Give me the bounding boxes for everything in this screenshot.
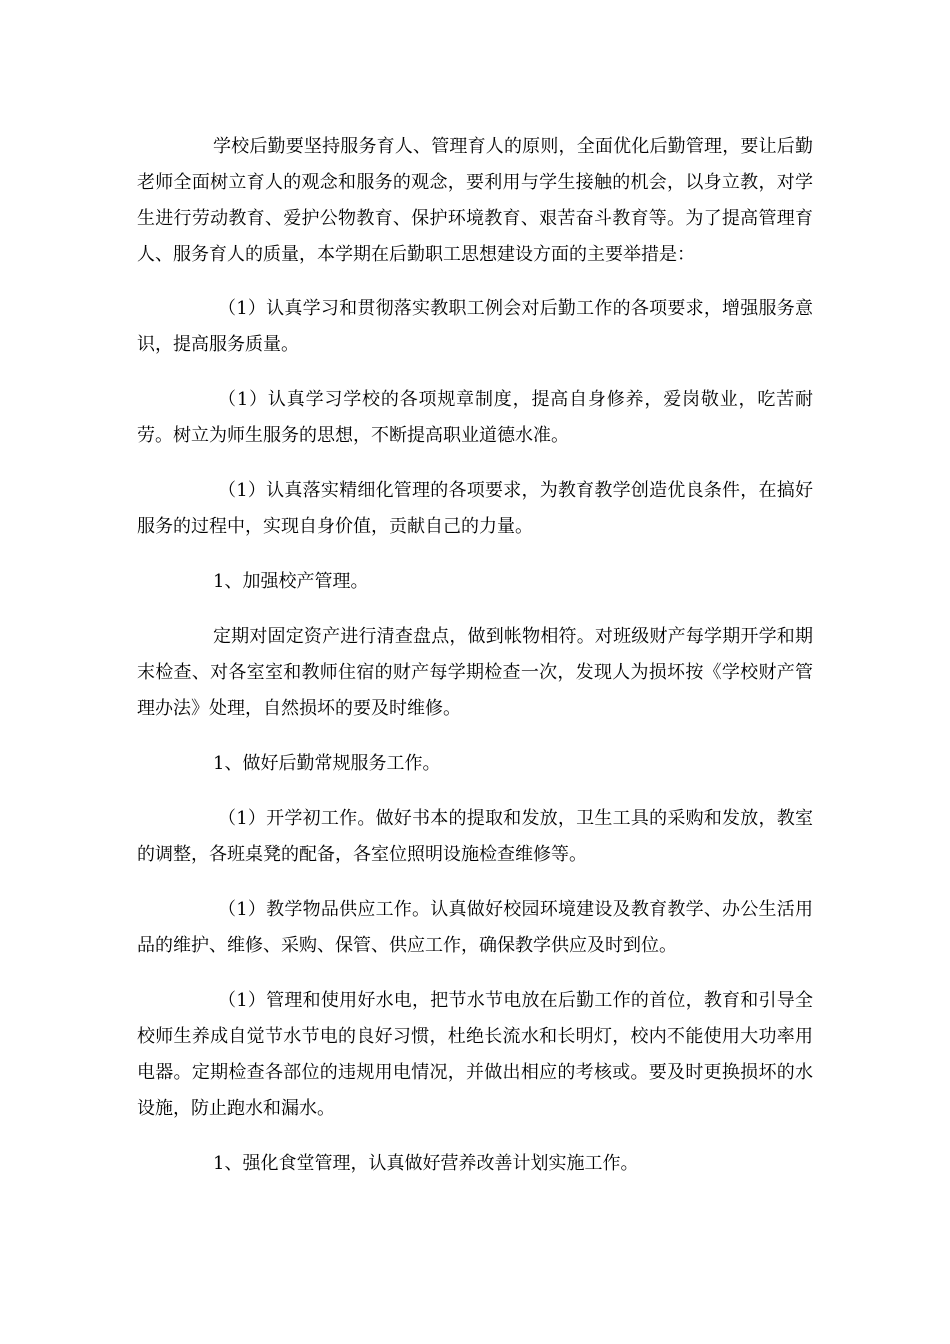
paragraph-heading-asset-management: 1、加强校产管理。 bbox=[213, 571, 369, 592]
paragraph-item-water-electricity: （1）管理和使用好水电，把节水节电放在后勤工作的首位，教育和引导全校师生养成自觉节水节电的良好习惯，杜绝长流水和长明灯，校内不能使用大功率用电器。定期检查各部位的违规用电情况，并做出相应的考核或。要及时更换损坏的水设施，防止跑水和漏水。 bbox=[137, 990, 813, 1119]
paragraph-intro: 学校后勤要坚持服务育人、管理育人的原则，全面优化后勤管理，要让后勤老师全面树立育人的观念和服务的观念，要利用与学生接触的机会，以身立教，对学生进行劳动教育、爱护公物教育、保护环境教育、艰苦奋斗教育等。为了提高管理育人、服务育人的质量，本学期在后勤职工思想建设方面的主要举措是： bbox=[137, 136, 813, 265]
paragraph-item-term-start: （1）开学初工作。做好书本的提取和发放，卫生工具的采购和发放，教室的调整，各班桌凳的配备，各室位照明设施检查维修等。 bbox=[137, 808, 813, 865]
paragraph-item-refined-management: （1）认真落实精细化管理的各项要求，为教育教学创造优良条件，在搞好服务的过程中，实现自身价值，贡献自己的力量。 bbox=[137, 480, 813, 537]
paragraph-heading-canteen: 1、强化食堂管理，认真做好营养改善计划实施工作。 bbox=[213, 1153, 639, 1174]
paragraph-item-study-rules: （1）认真学习学校的各项规章制度，提高自身修养，爱岗敬业，吃苦耐劳。树立为师生服务的思想，不断提高职业道德水准。 bbox=[137, 389, 813, 446]
paragraph-asset-inspection: 定期对固定资产进行清查盘点，做到帐物相符。对班级财产每学期开学和期末检查、对各室室和教师住宿的财产每学期检查一次，发现人为损坏按《学校财产管理办法》处理，自然损坏的要及时维修。 bbox=[137, 626, 813, 719]
paragraph-item-supplies: （1）教学物品供应工作。认真做好校园环境建设及教育教学、办公生活用品的维护、维修、采购、保管、供应工作，确保教学供应及时到位。 bbox=[137, 899, 813, 956]
document-body bbox=[137, 129, 813, 1201]
paragraph-item-study-requirements: （1）认真学习和贯彻落实教职工例会对后勤工作的各项要求，增强服务意识，提高服务质量。 bbox=[137, 298, 813, 355]
paragraph-heading-routine-service: 1、做好后勤常规服务工作。 bbox=[213, 753, 441, 774]
